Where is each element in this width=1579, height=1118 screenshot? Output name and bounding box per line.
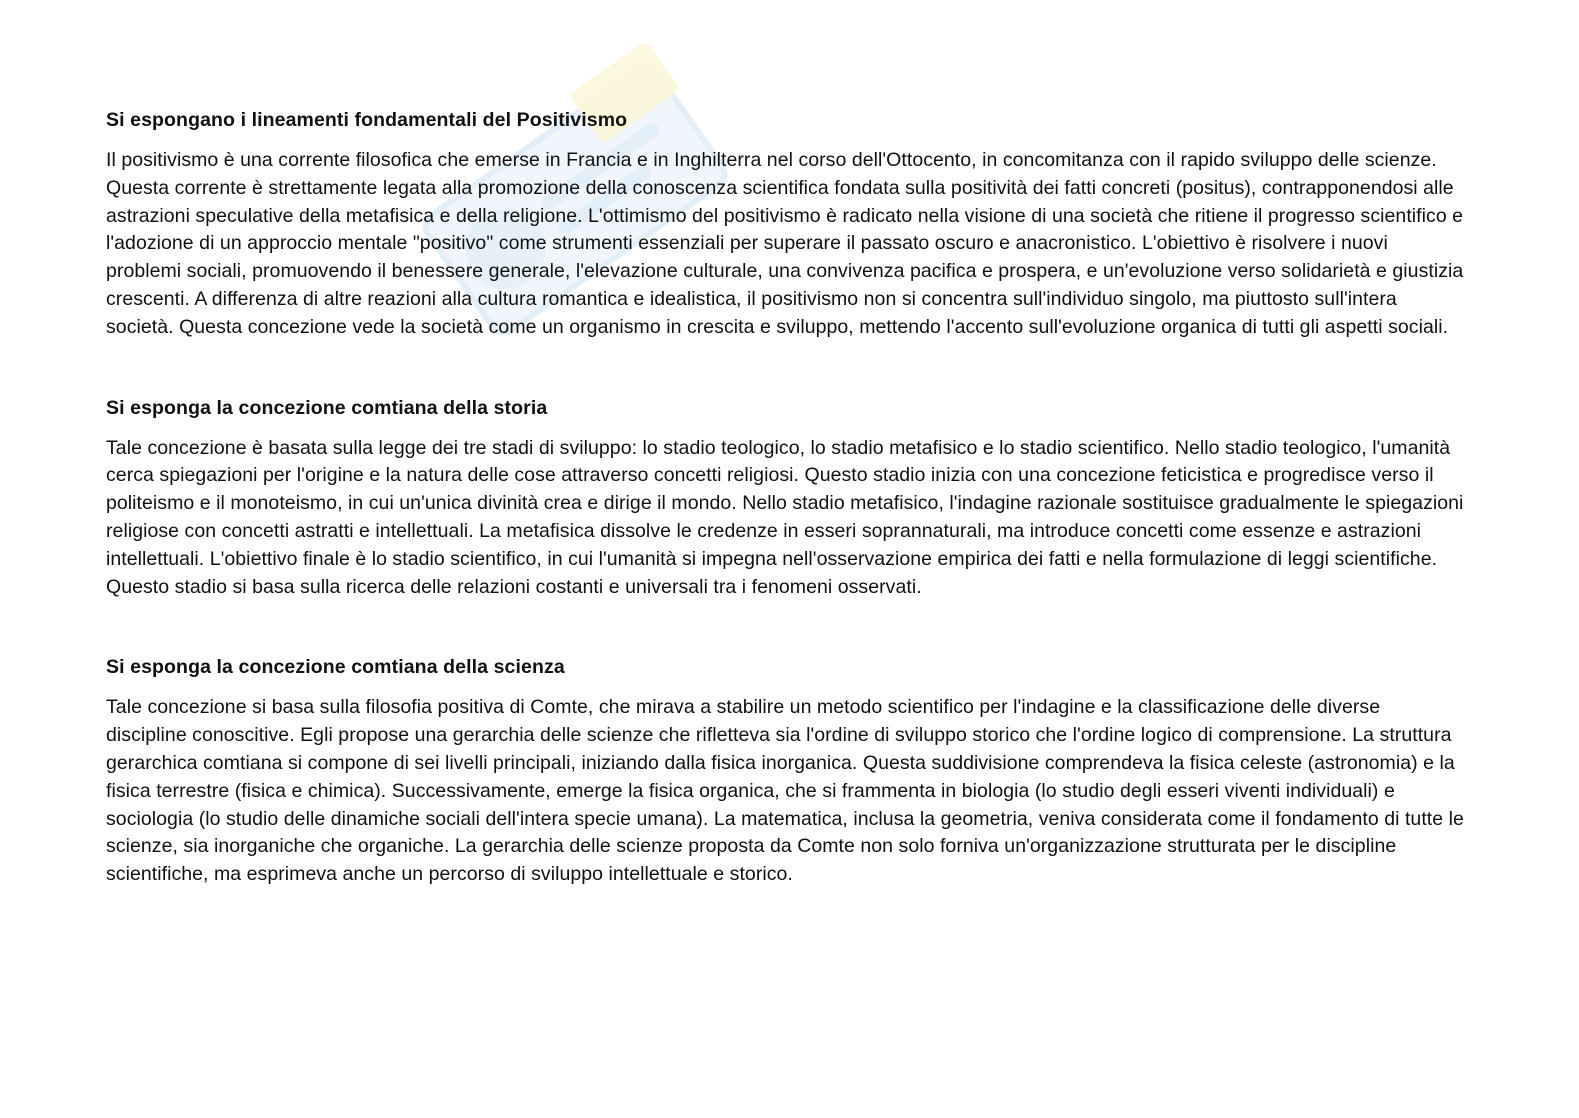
section-spacer xyxy=(106,342,1466,394)
section-positivismo xyxy=(106,106,1466,342)
section-title: Si esponga la concezione comtiana della storia xyxy=(106,396,548,419)
section-spacer xyxy=(106,601,1466,653)
section-scienza xyxy=(106,653,1466,889)
section-body: Il positivismo è una corrente filosofica che emerse in Francia e in Inghilterra nel corso dell'Ottocento, in concomitanza con il rapido sviluppo delle scienze. Questa corrente è strettamente legata alla promozione della conoscenza scientifica fondata sulla positività dei fatti concreti (positus), contrapponendosi alle astrazioni speculative della metafisica e della religione. L'ottimismo del positivismo è radicato nella visione di una società che ritiene il progresso scientifico e l'adozione di un approccio mentale "positivo" come strumenti essenziali per superare il passato oscuro e anacronistico. L'obiettivo è risolvere i nuovi problemi sociali, promuovendo il benessere generale, l'elevazione culturale, una convivenza pacifica e prospera, e un'evoluzione verso solidarietà e giustizia crescenti. A differenza di altre reazioni alla cultura romantica e idealistica, il positivismo non si concentra sull'individuo singolo, ma piuttosto sull'intera società. Questa concezione vede la società come un organismo in crescita e sviluppo, mettendo l'accento sull'evoluzione organica di tutti gli aspetti sociali. xyxy=(106,149,1464,338)
document-page xyxy=(106,106,1466,889)
section-body: Tale concezione si basa sulla filosofia positiva di Comte, che mirava a stabilire un metodo scientifico per l'indagine e la classificazione delle diverse discipline conoscitive. Egli propose una gerarchia delle scienze che rifletteva sia l'ordine di sviluppo storico che l'ordine logico di comprensione. La struttura gerarchica comtiana si compone di sei livelli principali, iniziando dalla fisica inorganica. Questa suddivisione comprendeva la fisica celeste (astronomia) e la fisica terrestre (fisica e chimica). Successivamente, emerge la fisica organica, che si frammenta in biologia (lo studio degli esseri viventi individuali) e sociologia (lo studio delle dinamiche sociali dell'intera specie umana). La matematica, inclusa la geometria, veniva considerata come il fondamento di tutte le scienze, sia inorganiche che organiche. La gerarchia delle scienze proposta da Comte non solo forniva un'organizzazione strutturata per le discipline scientifiche, ma esprimeva anche un percorso di sviluppo intellettuale e storico. xyxy=(106,696,1464,886)
section-body: Tale concezione è basata sulla legge dei tre stadi di sviluppo: lo stadio teologico, lo stadio metafisico e lo stadio scientifico. Nello stadio teologico, l'umanità cerca spiegazioni per l'origine e la natura delle cose attraverso concetti religiosi. Questo stadio inizia con una concezione feticistica e progredisce verso il politeismo e il monoteismo, in cui un'unica divinità crea e dirige il mondo. Nello stadio metafisico, l'indagine razionale sostituisce gradualmente le spiegazioni religiose con concetti astratti e intellettuali. La metafisica dissolve le credenze in esseri soprannaturali, ma introduce concetti come essenze e astrazioni intellettuali. L'obiettivo finale è lo stadio scientifico, in cui l'umanità si impegna nell'osservazione empirica dei fatti e nella formulazione di leggi scientifiche. Questo stadio si basa sulla ricerca delle relazioni costanti e universali tra i fenomeni osservati. xyxy=(106,436,1464,598)
section-title: Si esponga la concezione comtiana della scienza xyxy=(106,656,565,679)
section-title: Si espongano i lineamenti fondamentali del Positivismo xyxy=(106,109,628,131)
section-storia xyxy=(106,394,1466,602)
